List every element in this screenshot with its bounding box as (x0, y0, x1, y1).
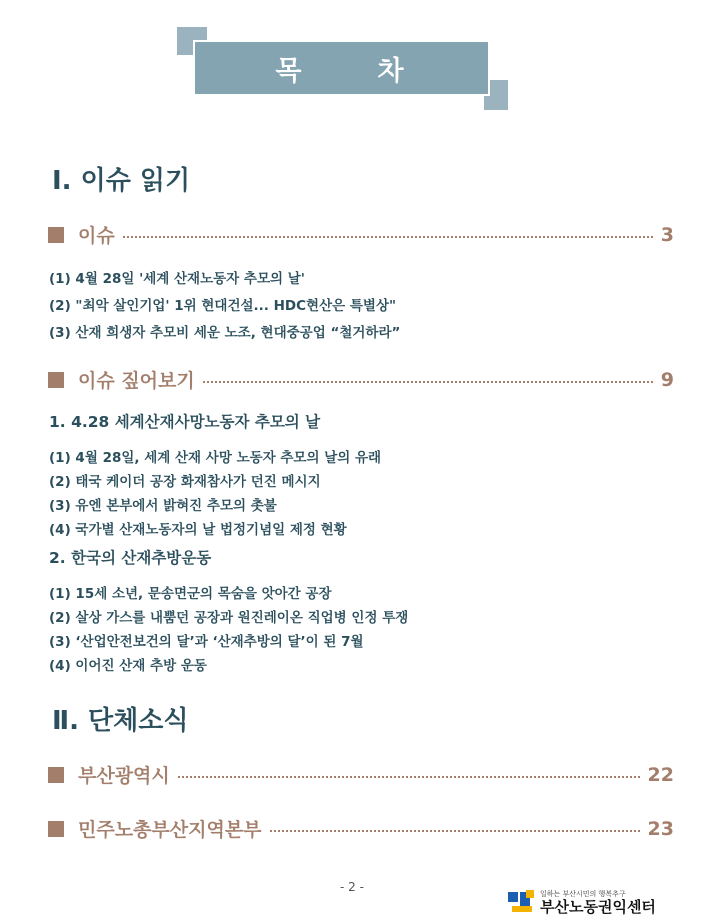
leader-dots (203, 381, 653, 383)
toc-title-banner (195, 42, 488, 94)
leader-dots (123, 236, 653, 238)
organization-logo (508, 890, 656, 916)
section-kctu[interactable] (48, 815, 674, 842)
toc-item[interactable]: (1) 4월 28일, 세계 산재 사망 노동자 추모의 날의 유래 (49, 450, 382, 466)
subsection-heading[interactable]: 1. 4.28 세계산재사망노동자 추모의 날 (49, 413, 321, 431)
section-deep[interactable] (48, 366, 674, 393)
toc-item[interactable]: (4) 이어진 산재 추방 운동 (49, 658, 207, 674)
leader-dots (178, 776, 640, 778)
section-bullet-square (48, 227, 64, 243)
section-busan[interactable] (48, 761, 674, 788)
toc-item[interactable]: (3) 유엔 본부에서 밝혀진 추모의 촛불 (49, 498, 277, 514)
subsection-heading[interactable]: 2. 한국의 산재추방운동 (49, 549, 212, 567)
toc-item[interactable]: (1) 15세 소년, 문송면군의 목숨을 앗아간 공장 (49, 586, 332, 602)
section-page-number: 22 (647, 763, 674, 786)
leader-dots (270, 830, 640, 832)
section-issue[interactable] (48, 221, 674, 248)
toc-title-left: 목 (275, 55, 306, 87)
part-heading-1: Ⅰ. 이슈 읽기 (52, 166, 191, 196)
page-number: - 2 - (340, 880, 364, 894)
toc-item[interactable]: (2) "최악 살인기업' 1위 현대건설... HDC현산은 특별상" (49, 298, 397, 314)
section-page-number: 23 (647, 817, 674, 840)
toc-item[interactable]: (4) 국가별 산재노동자의 날 법정기념일 제정 현황 (49, 522, 347, 538)
toc-item[interactable]: (3) 산재 희생자 추모비 세운 노조, 현대중공업 “철거하라” (49, 325, 401, 341)
section-bullet-square (48, 767, 64, 783)
section-label: 부산광역시 (78, 765, 170, 787)
logo-tagline: 일하는 부산시민의 행복추구 (540, 890, 626, 898)
section-bullet-square (48, 372, 64, 388)
logo-name: 부산노동권익센터 (540, 898, 656, 916)
part-heading-2: Ⅱ. 단체소식 (52, 706, 189, 736)
section-bullet-square (48, 821, 64, 837)
toc-item[interactable]: (1) 4월 28일 '세계 산재노동자 추모의 날' (49, 271, 305, 287)
section-page-number: 9 (660, 368, 674, 391)
toc-title (275, 49, 407, 88)
toc-title-right: 차 (377, 55, 408, 87)
section-label: 이슈 (78, 225, 115, 247)
toc-item[interactable]: (2) 태국 케이더 공장 화재참사가 던진 메시지 (49, 474, 321, 490)
logo-mark-icon (508, 890, 536, 916)
toc-item[interactable]: (2) 살상 가스를 내뿜던 공장과 원진레이온 직업병 인정 투쟁 (49, 610, 409, 626)
section-page-number: 3 (660, 223, 674, 246)
toc-item[interactable]: (3) ‘산업안전보건의 달’과 ‘산재추방의 달’이 된 7월 (49, 634, 364, 650)
section-label: 민주노총부산지역본부 (78, 819, 262, 841)
section-label: 이슈 짚어보기 (78, 370, 195, 392)
